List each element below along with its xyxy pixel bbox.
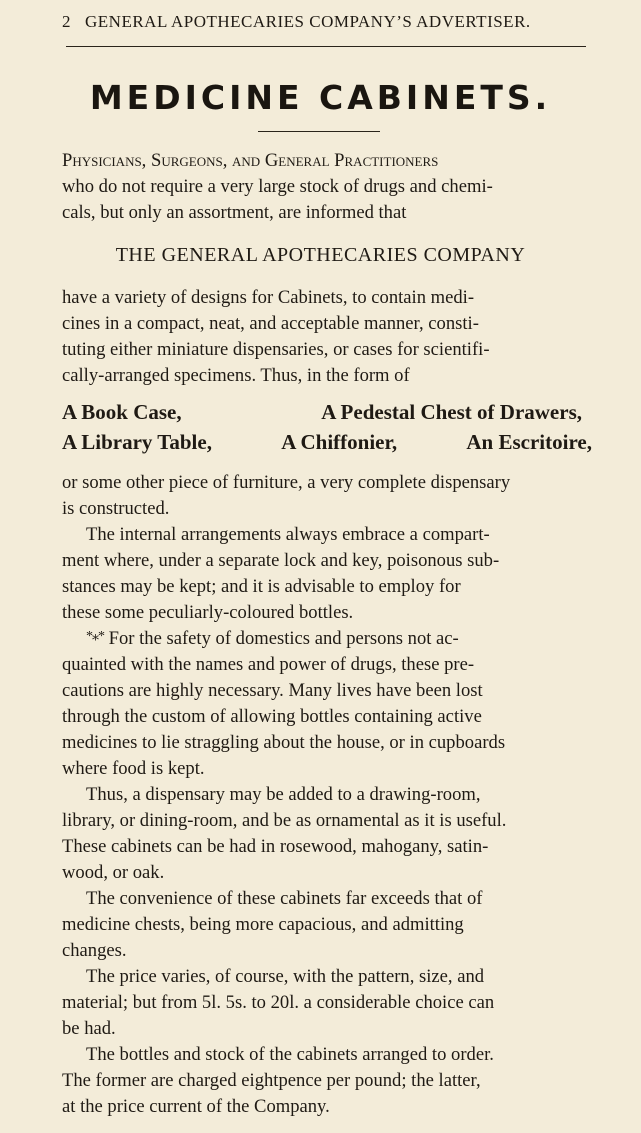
- body-line: is constructed.: [62, 498, 170, 519]
- body-line: material; but from 5l. 5s. to 20l. a considerable choice can: [62, 992, 495, 1013]
- body-line: The former are charged eightpence per pound; the latter,: [62, 1070, 481, 1091]
- body-line: where food is kept.: [62, 758, 205, 779]
- company-heading: THE GENERAL APOTHECARIES COMPANY: [115, 244, 526, 266]
- furniture-item: An Escritoire,: [466, 430, 592, 454]
- body-line: changes.: [62, 940, 127, 961]
- intro-line: cals, but only an assortment, are informed that: [62, 202, 407, 223]
- body-line: or some other piece of furniture, a very complete dispensary: [62, 472, 511, 493]
- body-line: quainted with the names and power of drugs, these pre-: [62, 654, 475, 675]
- body-line: at the price current of the Company.: [62, 1096, 330, 1117]
- body-line: stances may be kept; and it is advisable to employ for: [62, 576, 461, 597]
- body-line: The bottles and stock of the cabinets arranged to order.: [86, 1044, 494, 1065]
- page-title: MEDICINE CABINETS.: [89, 78, 552, 117]
- body-line: These cabinets can be had in rosewood, mahogany, satin-: [62, 836, 489, 857]
- body-line: be had.: [62, 1018, 116, 1039]
- designs-line: tuting either miniature dispensaries, or cases for scientifi-: [62, 339, 490, 360]
- body-line: The convenience of these cabinets far exceeds that of: [86, 888, 483, 909]
- running-head: [62, 12, 586, 32]
- body-line: cautions are highly necessary. Many lives have been lost: [62, 680, 483, 701]
- body-line: wood, or oak.: [62, 862, 165, 883]
- furniture-item: A Pedestal Chest of Drawers,: [321, 400, 582, 424]
- body-line: ment where, under a separate lock and key, poisonous sub-: [62, 550, 500, 571]
- body-line: through the custom of allowing bottles containing active: [62, 706, 482, 727]
- designs-line: cines in a compact, neat, and acceptable manner, consti-: [62, 313, 479, 334]
- furniture-row: [62, 430, 592, 455]
- designs-line: cally-arranged specimens. Thus, in the form of: [62, 365, 410, 386]
- body-line: medicines to lie straggling about the house, or in cupboards: [62, 732, 506, 753]
- body-line: The internal arrangements always embrace a compart-: [86, 524, 490, 545]
- body-line: medicine chests, being more capacious, and admitting: [62, 914, 464, 935]
- designs-line: have a variety of designs for Cabinets, to contain medi-: [62, 287, 475, 308]
- body-line: The price varies, of course, with the pattern, size, and: [86, 966, 485, 987]
- furniture-item: A Library Table,: [62, 430, 212, 454]
- body-line: library, or dining-room, and be as ornamental as it is useful.: [62, 810, 507, 831]
- body-line: Thus, a dispensary may be added to a drawing-room,: [86, 784, 481, 805]
- title-rule: [258, 131, 380, 132]
- asterism: *⁎*: [86, 629, 104, 644]
- intro-line: who do not require a very large stock of drugs and chemi-: [62, 176, 493, 197]
- intro-line: [62, 148, 592, 174]
- body-line: these some peculiarly-coloured bottles.: [62, 602, 354, 623]
- header-rule: [66, 46, 586, 47]
- furniture-row: [62, 400, 582, 425]
- body-line: [86, 626, 616, 654]
- furniture-item: A Book Case,: [62, 400, 182, 424]
- intro-text: Physicians, Surgeons, and General Practitioners: [62, 150, 439, 171]
- body-text: For the safety of domestics and persons not ac-: [108, 628, 459, 649]
- page-number: 2: [62, 12, 71, 31]
- running-title: GENERAL APOTHECARIES COMPANY’S ADVERTISER.: [85, 12, 531, 31]
- furniture-item: A Chiffonier,: [281, 430, 398, 454]
